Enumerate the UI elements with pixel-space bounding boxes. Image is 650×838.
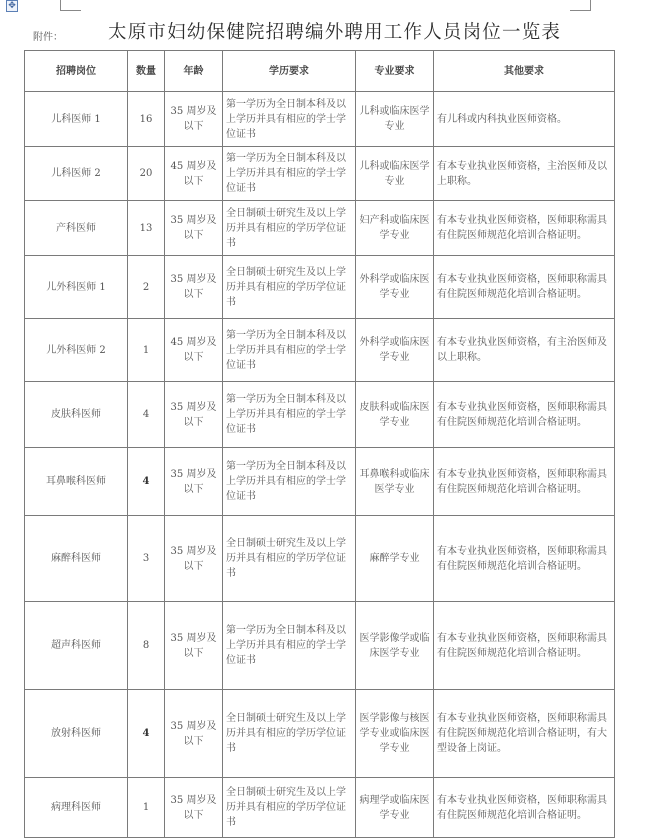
cell-position: 儿科医师 1 [25,92,128,147]
cell-education: 全日制硕士研究生及以上学历并具有相应的学历学位证书 [223,256,356,319]
positions-table [24,50,615,838]
cell-count: 2 [128,256,165,319]
cell-major: 儿科或临床医学专业 [356,92,434,147]
cell-position: 儿外科医师 1 [25,256,128,319]
header-major: 专业要求 [356,51,434,92]
cell-education: 第一学历为全日制本科及以上学历并具有相应的学士学位证书 [223,382,356,448]
cell-other: 有本专业执业医师资格，医师职称需具有住院医师规范化培训合格证明。 [434,382,615,448]
cell-position: 超声科医师 [25,602,128,690]
cell-age: 45 周岁及以下 [165,147,223,201]
cell-position: 放射科医师 [25,690,128,778]
cell-education: 第一学历为全日制本科及以上学历并具有相应的学士学位证书 [223,602,356,690]
cell-other: 有本专业执业医师资格，医师职称需具有住院医师规范化培训合格证明。 [434,516,615,602]
cell-age: 35 周岁及以下 [165,602,223,690]
cell-count: 16 [128,92,165,147]
cell-position: 耳鼻喉科医师 [25,448,128,516]
table-row [25,448,615,516]
table-row [25,690,615,778]
cell-major: 儿科或临床医学专业 [356,147,434,201]
table-row [25,319,615,382]
cell-education: 全日制硕士研究生及以上学历并具有相应的学历学位证书 [223,778,356,838]
table-row [25,516,615,602]
cell-age: 35 周岁及以下 [165,201,223,256]
header-education: 学历要求 [223,51,356,92]
cell-other: 有本专业执业医师资格，医师职称需具有住院医师规范化培训合格证明。 [434,256,615,319]
cell-major: 皮肤科或临床医学专业 [356,382,434,448]
cell-education: 全日制硕士研究生及以上学历并具有相应的学历学位证书 [223,516,356,602]
cell-position: 儿外科医师 2 [25,319,128,382]
cell-age: 35 周岁及以下 [165,778,223,838]
attachment-label: 附件： [33,32,63,43]
table-row [25,147,615,201]
cell-other: 有本专业执业医师资格，医师职称需具有住院医师规范化培训合格证明。 [434,602,615,690]
crop-mark-top-right [570,0,591,11]
cell-major: 妇产科或临床医学专业 [356,201,434,256]
table-row [25,201,615,256]
cell-count: 1 [128,319,165,382]
cell-education: 全日制硕士研究生及以上学历并具有相应的学历学位证书 [223,690,356,778]
cell-major: 外科学或临床医学专业 [356,319,434,382]
cell-age: 45 周岁及以下 [165,319,223,382]
cell-other: 有本专业执业医师资格，医师职称需具有住院医师规范化培训合格证明，有大型设备上岗证。 [434,690,615,778]
cell-age: 35 周岁及以下 [165,448,223,516]
table-row [25,778,615,838]
cell-count: 4 [128,382,165,448]
cell-position: 病理科医师 [25,778,128,838]
document-title: 太原市妇幼保健院招聘编外聘用工作人员岗位一览表 [108,22,562,43]
cell-count: 1 [128,778,165,838]
cell-major: 医学影像学或临床医学专业 [356,602,434,690]
cell-other: 有本专业执业医师资格，医师职称需具有住院医师规范化培训合格证明。 [434,448,615,516]
cell-education: 第一学历为全日制本科及以上学历并具有相应的学士学位证书 [223,147,356,201]
cell-count: 3 [128,516,165,602]
cell-major: 耳鼻喉科或临床医学专业 [356,448,434,516]
cell-education: 全日制硕士研究生及以上学历并具有相应的学历学位证书 [223,201,356,256]
table-row [25,382,615,448]
cell-count: 4 [128,690,165,778]
cell-other: 有本专业执业医师资格，主治医师及以上职称。 [434,147,615,201]
cell-education: 第一学历为全日制本科及以上学历并具有相应的学士学位证书 [223,319,356,382]
cell-major: 外科学或临床医学专业 [356,256,434,319]
cell-age: 35 周岁及以下 [165,516,223,602]
cell-position: 皮肤科医师 [25,382,128,448]
cell-age: 35 周岁及以下 [165,256,223,319]
cell-age: 35 周岁及以下 [165,92,223,147]
cell-count: 8 [128,602,165,690]
cell-position: 儿科医师 2 [25,147,128,201]
header-count: 数量 [128,51,165,92]
cell-position: 产科医师 [25,201,128,256]
cell-major: 医学影像与核医学专业或临床医学专业 [356,690,434,778]
cell-count: 13 [128,201,165,256]
cell-age: 35 周岁及以下 [165,382,223,448]
table-row [25,92,615,147]
cell-education: 第一学历为全日制本科及以上学历并具有相应的学士学位证书 [223,448,356,516]
cell-age: 35 周岁及以下 [165,690,223,778]
header-other: 其他要求 [434,51,615,92]
cell-education: 第一学历为全日制本科及以上学历并具有相应的学士学位证书 [223,92,356,147]
cell-other: 有儿科或内科执业医师资格。 [434,92,615,147]
table-header-row [25,51,615,92]
table-move-handle-icon[interactable]: ✥ [6,0,18,12]
cell-other: 有本专业执业医师资格，医师职称需具有住院医师规范化培训合格证明。 [434,201,615,256]
cell-position: 麻醉科医师 [25,516,128,602]
cell-count: 4 [128,448,165,516]
cell-count: 20 [128,147,165,201]
cell-other: 有本专业执业医师资格，有主治医师及以上职称。 [434,319,615,382]
cell-other: 有本专业执业医师资格，医师职称需具有住院医师规范化培训合格证明。 [434,778,615,838]
table-row [25,256,615,319]
cell-major: 麻醉学专业 [356,516,434,602]
header-position: 招聘岗位 [25,51,128,92]
cell-major: 病理学或临床医学专业 [356,778,434,838]
crop-mark-top-left [60,0,81,11]
header-age: 年龄 [165,51,223,92]
table-row [25,602,615,690]
